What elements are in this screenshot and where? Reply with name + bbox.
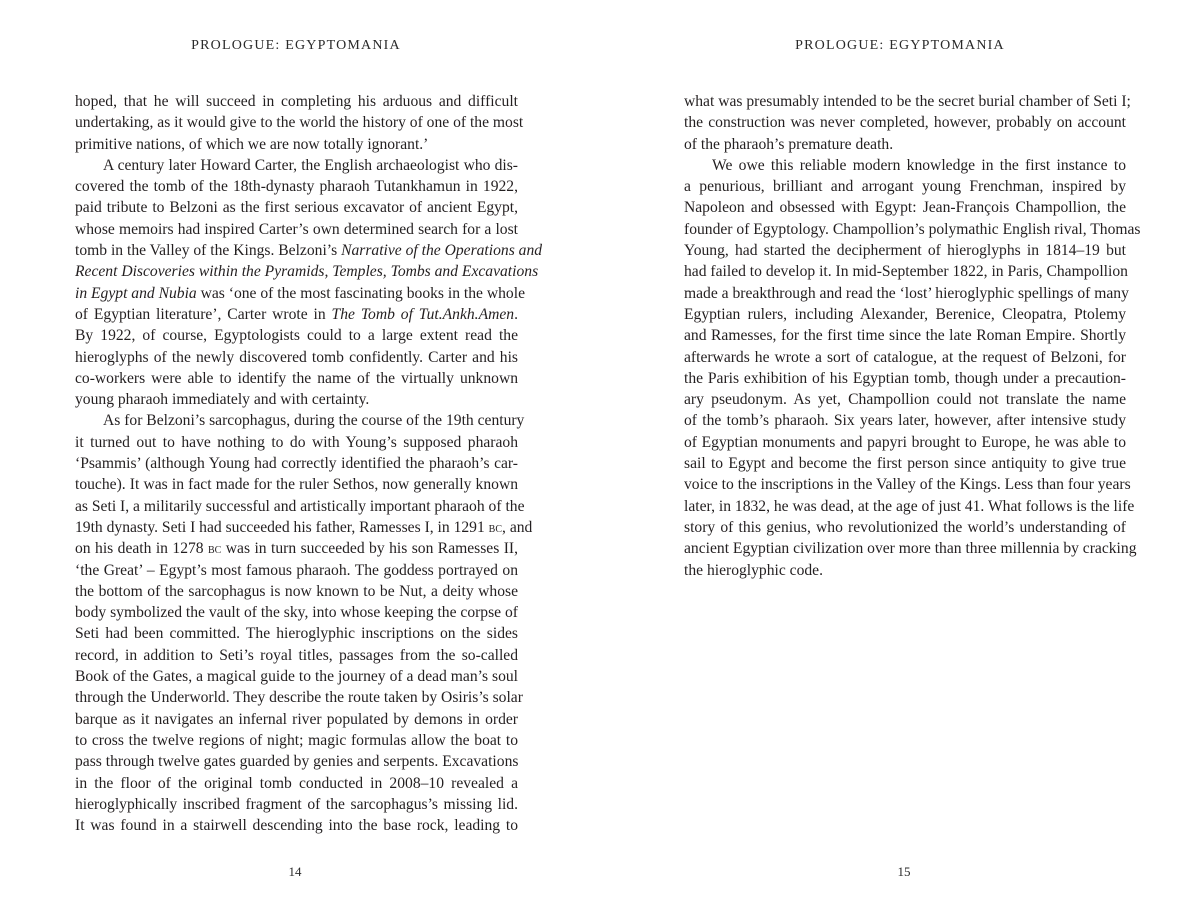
- text-line: Napoleon and obsessed with Egypt: Jean-François Champollion, the: [684, 199, 1126, 217]
- text-line: of Egyptian monuments and papyri brought to Europe, he was able to: [684, 433, 1126, 451]
- text-line: hieroglyphs of the newly discovered tomb confidently. Carter and his: [75, 348, 518, 366]
- text-line: sail to Egypt and become the first person since antiquity to give true: [684, 455, 1126, 473]
- text-line: ‘the Great’ – Egypt’s most famous pharaoh. The goddess portrayed on: [75, 561, 518, 579]
- text-line: the construction was never completed, however, probably on account: [684, 114, 1126, 132]
- text-line: to cross the twelve regions of night; magic formulas allow the boat to: [75, 731, 518, 749]
- text-line: in Egypt and Nubia was ‘one of the most fascinating books in the whole: [75, 284, 525, 302]
- text-line: pass through twelve gates guarded by genies and serpents. Excavations: [75, 753, 519, 771]
- text-line: the hieroglyphic code.: [684, 561, 823, 579]
- text-line: in the floor of the original tomb conducted in 2008–10 revealed a: [75, 774, 518, 792]
- text-line: tomb in the Valley of the Kings. Belzoni’s Narrative of the Operations and: [75, 242, 543, 260]
- text-line: what was presumably intended to be the secret burial chamber of Seti I;: [684, 93, 1131, 110]
- text-line: the Paris exhibition of his Egyptian tomb, though under a precaution-: [684, 369, 1126, 387]
- text-line: had failed to develop it. In mid-September 1822, in Paris, Champollion: [684, 263, 1128, 281]
- text-line: Seti had been committed. The hieroglyphic inscriptions on the sides: [75, 625, 518, 643]
- text-line: ancient Egyptian civilization over more than three millennia by cracking: [684, 540, 1137, 558]
- text-line: on his death in 1278 bc was in turn succeeded by his son Ramesses II,: [75, 540, 518, 558]
- text-line: voice to the inscriptions in the Valley of the Kings. Less than four years: [684, 476, 1131, 494]
- text-line: Recent Discoveries within the Pyramids, Temples, Tombs and Excavations: [75, 263, 539, 281]
- text-line: It was found in a stairwell descending into the base rock, leading to: [75, 817, 518, 835]
- running-head: PROLOGUE: EGYPTOMANIA: [191, 38, 401, 53]
- text-line: 19th dynasty. Seti I had succeeded his father, Ramesses I, in 1291 bc, and: [75, 518, 533, 536]
- text-line: covered the tomb of the 18th-dynasty pharaoh Tutankhamun in 1922,: [75, 178, 518, 196]
- text-line: As for Belzoni’s sarcophagus, during the course of the 19th century: [103, 412, 525, 430]
- text-line: hoped, that he will succeed in completing his arduous and difficult: [75, 93, 518, 110]
- text-line: undertaking, as it would give to the world the history of one of the most: [75, 114, 524, 132]
- body-text: [684, 91, 1141, 581]
- text-line: afterwards he wrote a sort of catalogue, at the request of Belzoni, for: [684, 348, 1126, 366]
- text-line: We owe this reliable modern knowledge in the first instance to: [712, 156, 1126, 174]
- text-line: young pharaoh immediately and with certainty.: [75, 391, 370, 409]
- text-line: story of this genius, who revolutionized the world’s understanding of: [684, 518, 1126, 536]
- text-line: through the Underworld. They describe the route taken by Osiris’s solar: [75, 689, 523, 707]
- text-line: later, in 1832, he was dead, at the age of just 41. What follows is the life: [684, 497, 1135, 515]
- text-line: barque as it navigates an infernal river populated by demons in order: [75, 710, 518, 728]
- text-line: Book of the Gates, a magical guide to the journey of a dead man’s soul: [75, 668, 518, 686]
- text-line: A century later Howard Carter, the English archaeologist who dis-: [103, 156, 518, 174]
- text-line: ary pseudonym. As yet, Champollion could not translate the name: [684, 391, 1126, 409]
- text-line: founder of Egyptology. Champollion’s polymathic English rival, Thomas: [684, 220, 1141, 238]
- text-line: touche). It was in fact made for the ruler Sethos, now generally known: [75, 476, 518, 494]
- text-line: the bottom of the sarcophagus is now known to be Nut, a deity whose: [75, 582, 518, 600]
- text-line: of Egyptian literature’, Carter wrote in The Tomb of Tut.Ankh.Amen.: [75, 305, 518, 323]
- text-line: of the tomb’s pharaoh. Six years later, however, after intensive study: [684, 412, 1126, 430]
- text-line: whose memoirs had inspired Carter’s own determined search for a lost: [75, 220, 518, 238]
- text-line: By 1922, of course, Egyptologists could to a large extent read the: [75, 327, 518, 345]
- text-line: hieroglyphically inscribed fragment of the sarcophagus’s missing lid.: [75, 795, 518, 813]
- running-head: PROLOGUE: EGYPTOMANIA: [795, 38, 1005, 53]
- text-line: co-workers were able to identify the name of the virtually unknown: [75, 369, 518, 387]
- text-line: ‘Psammis’ (although Young had correctly identified the pharaoh’s car-: [75, 455, 518, 473]
- page-number: 15: [897, 864, 911, 879]
- text-line: and Ramesses, for the first time since the late Roman Empire. Shortly: [684, 327, 1126, 345]
- text-line: it turned out to have nothing to do with Young’s supposed pharaoh: [75, 433, 518, 451]
- body-text: [75, 91, 543, 836]
- text-line: record, in addition to Seti’s royal titles, passages from the so-called: [75, 646, 518, 664]
- page-number: 14: [288, 864, 302, 879]
- right-page: [600, 0, 1200, 921]
- text-line: of the pharaoh’s premature death.: [684, 135, 894, 153]
- text-line: primitive nations, of which we are now totally ignorant.’: [75, 135, 429, 153]
- text-line: paid tribute to Belzoni as the first serious excavator of ancient Egypt,: [75, 199, 518, 217]
- text-line: body symbolized the vault of the sky, into whose keeping the corpse of: [75, 604, 518, 622]
- text-line: Young, had started the decipherment of hieroglyphs in 1814–19 but: [684, 242, 1126, 260]
- text-line: a penurious, brilliant and arrogant young Frenchman, inspired by: [684, 178, 1126, 196]
- text-line: as Seti I, a militarily successful and artistically important pharaoh of the: [75, 497, 525, 515]
- text-line: made a breakthrough and read the ‘lost’ hieroglyphic spellings of many: [684, 284, 1129, 302]
- text-line: Egyptian rulers, including Alexander, Berenice, Cleopatra, Ptolemy: [684, 305, 1126, 323]
